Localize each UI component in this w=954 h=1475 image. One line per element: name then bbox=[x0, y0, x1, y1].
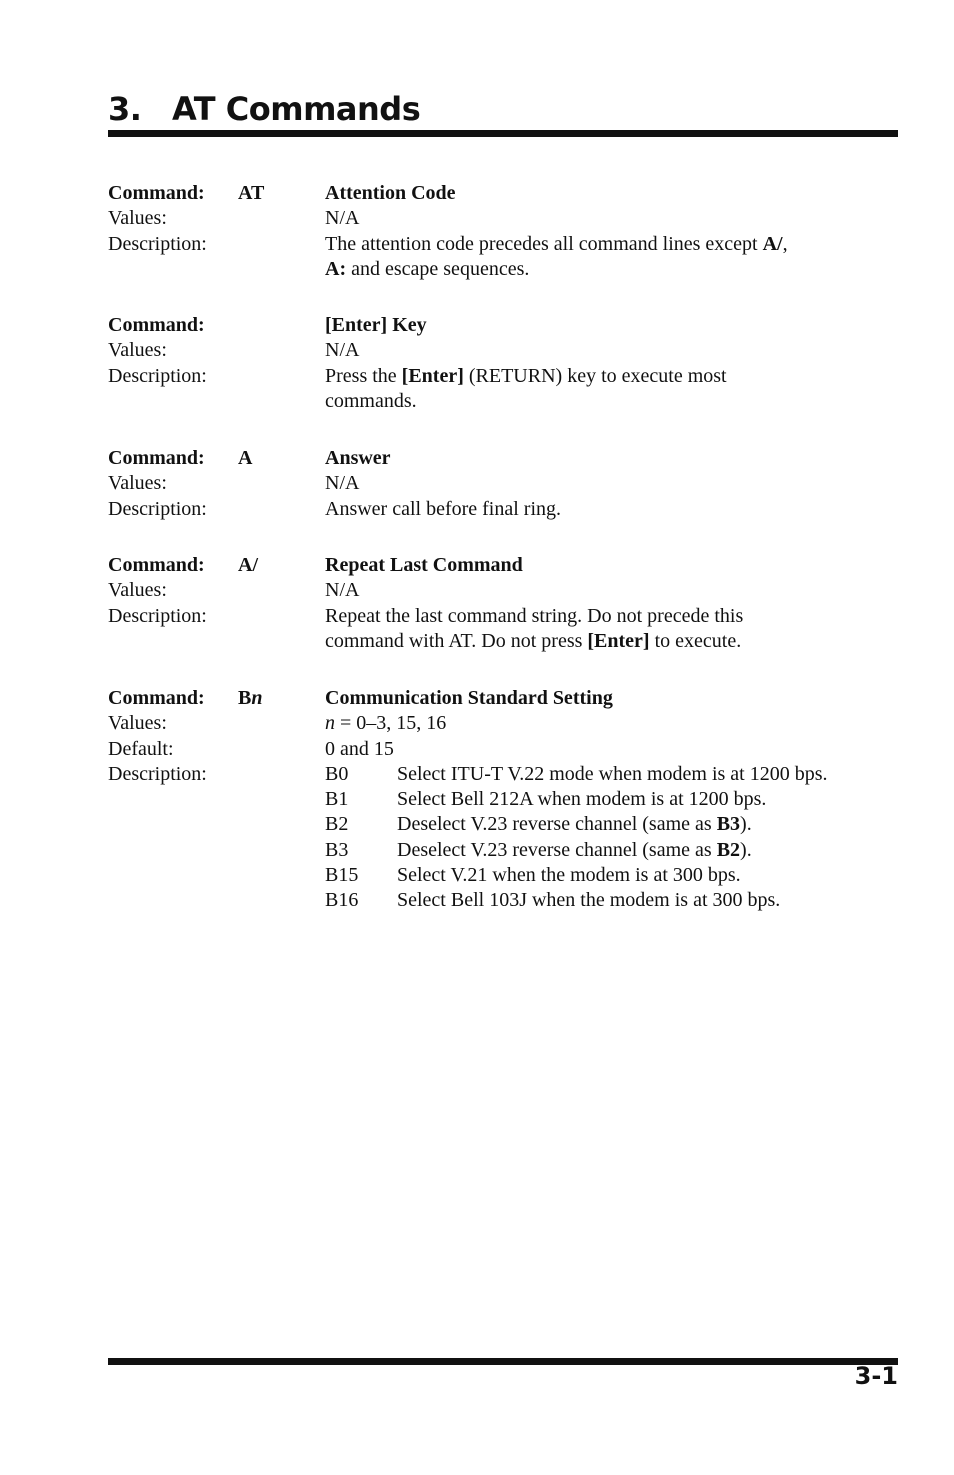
command-entry-bn bbox=[108, 686, 898, 914]
command-code: AT bbox=[238, 182, 265, 204]
option-text: Select V.21 when the modem is at 300 bps. bbox=[397, 864, 741, 887]
command-code: A bbox=[238, 447, 253, 469]
values-label: Values: bbox=[108, 339, 167, 362]
option-text: Select ITU-T V.22 mode when modem is at 1200 bps. bbox=[397, 762, 828, 785]
option-code: B0 bbox=[325, 762, 349, 785]
command-label: Command: bbox=[108, 447, 205, 469]
command-label: Command: bbox=[108, 554, 205, 576]
values-text: N/A bbox=[325, 579, 360, 602]
command-entry-at bbox=[108, 181, 898, 282]
option-code: B3 bbox=[325, 838, 349, 861]
description-text: Answer call before final ring. bbox=[325, 497, 562, 520]
option-text: Select Bell 103J when the modem is at 300 bps. bbox=[397, 889, 781, 912]
option-item bbox=[325, 762, 898, 787]
option-item bbox=[325, 863, 898, 888]
command-code: A/ bbox=[238, 554, 258, 576]
option-item bbox=[325, 812, 898, 837]
option-code: B15 bbox=[325, 864, 359, 887]
option-text: Deselect V.23 reverse channel (same as B2). bbox=[397, 838, 752, 861]
command-code: Bn bbox=[238, 687, 263, 709]
description-label: Description: bbox=[108, 232, 207, 255]
section-heading bbox=[108, 90, 420, 128]
values-text: N/A bbox=[325, 339, 360, 362]
values-label: Values: bbox=[108, 712, 167, 735]
command-name: Answer bbox=[325, 447, 391, 469]
command-entry-enter bbox=[108, 313, 898, 414]
command-name: Attention Code bbox=[325, 182, 456, 204]
bottom-rule bbox=[108, 1358, 898, 1365]
option-item bbox=[325, 888, 898, 913]
option-text: Deselect V.23 reverse channel (same as B3). bbox=[397, 813, 752, 836]
command-name: Repeat Last Command bbox=[325, 554, 523, 576]
command-entry-a-slash bbox=[108, 553, 898, 654]
values-label: Values: bbox=[108, 472, 167, 495]
command-label: Command: bbox=[108, 314, 205, 336]
values-label: Values: bbox=[108, 207, 167, 230]
option-item bbox=[325, 838, 898, 863]
description-label: Description: bbox=[108, 364, 207, 387]
description-text: The attention code precedes all command lines except A/, A: and escape sequences. bbox=[325, 232, 788, 280]
option-code: B1 bbox=[325, 788, 349, 811]
description-text: Press the [Enter] (RETURN) key to execute most commands. bbox=[325, 364, 727, 412]
description-label: Description: bbox=[108, 497, 207, 520]
values-text: n = 0–3, 15, 16 bbox=[325, 712, 447, 735]
command-label: Command: bbox=[108, 687, 205, 709]
command-name: [Enter] Key bbox=[325, 314, 427, 336]
values-text: N/A bbox=[325, 472, 360, 495]
command-label: Command: bbox=[108, 182, 205, 204]
command-name: Communication Standard Setting bbox=[325, 687, 613, 709]
values-text: N/A bbox=[325, 207, 360, 230]
default-label: Default: bbox=[108, 737, 174, 760]
option-list bbox=[325, 762, 898, 914]
option-code: B16 bbox=[325, 889, 359, 912]
description-label: Description: bbox=[108, 604, 207, 627]
top-rule bbox=[108, 130, 898, 137]
section-title: AT Commands bbox=[172, 90, 421, 128]
description-text: Repeat the last command string. Do not precede this command with AT. Do not press [Enter] to execute. bbox=[325, 604, 744, 652]
page-number: 3-1 bbox=[854, 1362, 898, 1390]
section-number: 3. bbox=[108, 90, 142, 128]
option-code: B2 bbox=[325, 813, 349, 836]
option-text: Select Bell 212A when modem is at 1200 bps. bbox=[397, 788, 767, 811]
description-label: Description: bbox=[108, 762, 207, 785]
command-entry-a bbox=[108, 446, 898, 522]
command-code bbox=[238, 313, 325, 338]
values-label: Values: bbox=[108, 579, 167, 602]
default-text: 0 and 15 bbox=[325, 737, 394, 760]
option-item bbox=[325, 787, 898, 812]
